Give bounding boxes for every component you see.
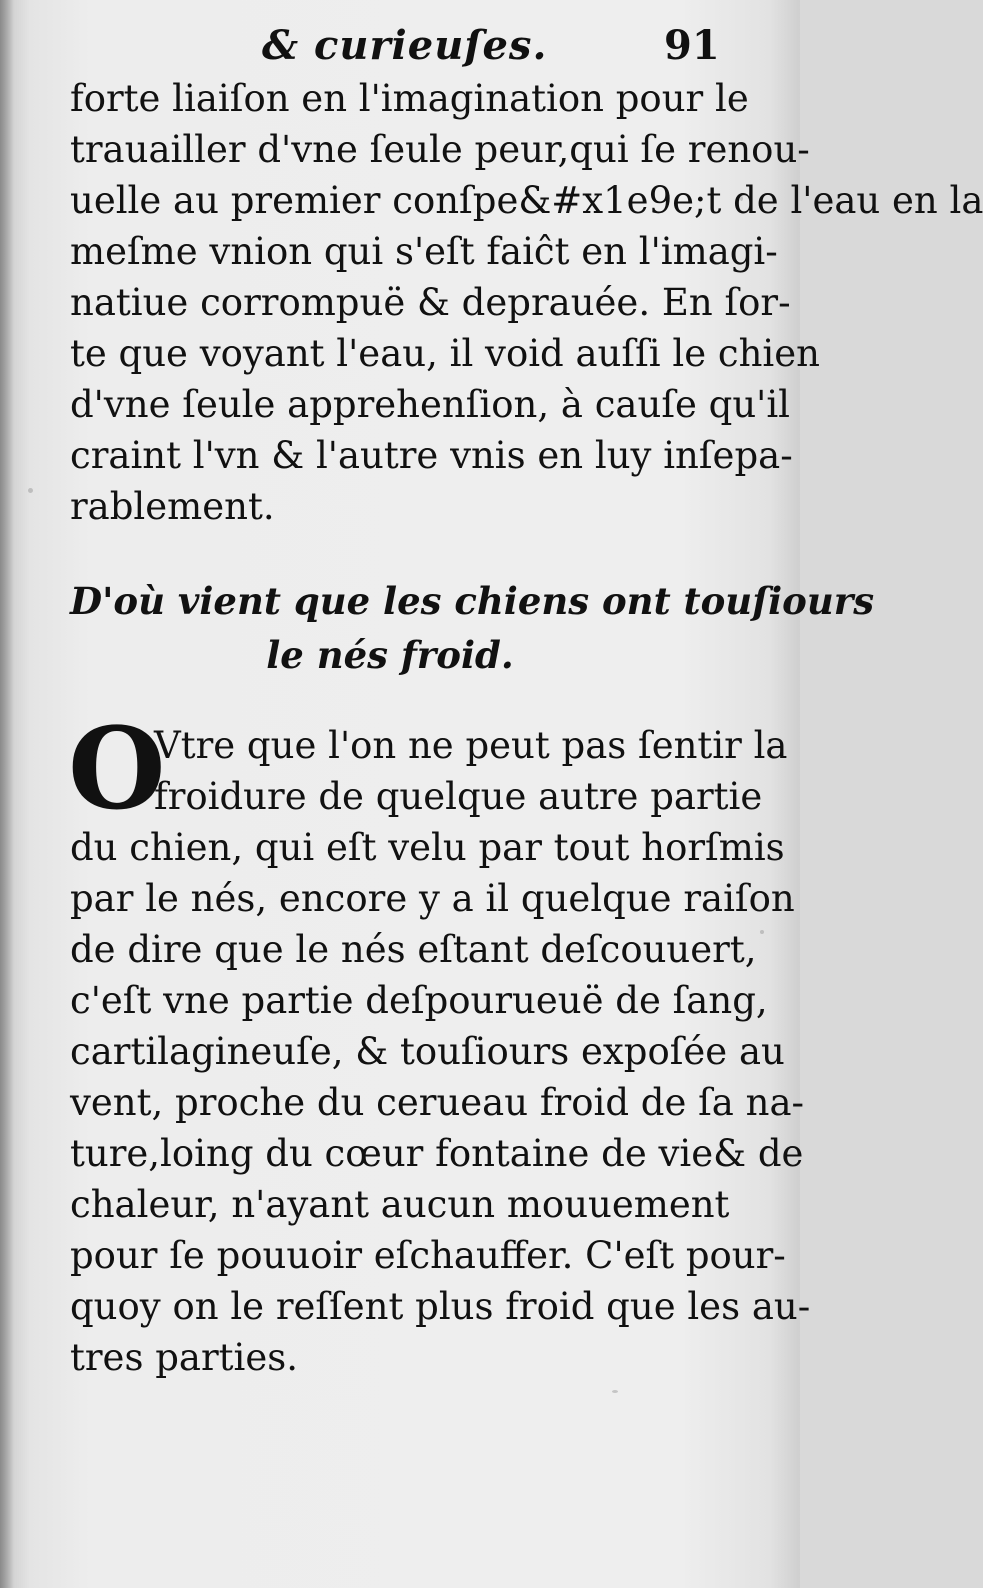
- text-line: trauailler d'vne ſeule peur,qui ſe renou-: [70, 128, 810, 171]
- text-line: du chien, qui eſt velu par tout horſmis: [70, 826, 785, 869]
- text-line: craint l'vn & l'autre vnis en luy inſepa-: [70, 434, 793, 477]
- text-line: Vtre que l'on ne peut pas ſentir la: [154, 724, 788, 767]
- text-line: d'vne ſeule apprehenſion, à cauſe qu'il: [70, 383, 791, 426]
- text-line: quoy on le reſſent plus froid que les au-: [70, 1285, 811, 1328]
- text-line: de dire que le nés eſtant deſcouuert,: [70, 928, 757, 971]
- heading-line: D'où vient que les chiens ont touſiours: [70, 579, 875, 623]
- paper-speck: [28, 488, 33, 493]
- running-head: & curieuſes.: [262, 22, 548, 69]
- page-number: 91: [664, 22, 720, 69]
- continued-paragraph: [70, 73, 983, 532]
- text-line: te que voyant l'eau, il void auſſi le chien: [70, 332, 820, 375]
- text-line: uelle au premier conſpe&#x1e9e;t de l'eau en la: [70, 179, 983, 222]
- text-line: cartilagineuſe, & touſiours expoſée au: [70, 1030, 785, 1073]
- paper-speck: [612, 1390, 618, 1393]
- text-line: tres parties.: [70, 1336, 298, 1379]
- paper-speck: [740, 196, 743, 201]
- text-line: meſme vnion qui s'eſt faiĉt en l'imagi-: [70, 230, 778, 273]
- drop-cap: O: [68, 704, 166, 835]
- gutter-shadow: [0, 0, 14, 1588]
- text-line: natiue corrompuë & deprauée. En ſor-: [70, 281, 791, 324]
- section-paragraph: [68, 704, 811, 1383]
- heading-line: le nés froid.: [266, 633, 514, 677]
- text-line: rablement.: [70, 485, 275, 528]
- text-line: par le nés, encore y a il quelque raiſon: [70, 877, 795, 920]
- text-line: ture,loing du cœur fontaine de vie& de: [70, 1132, 804, 1175]
- text-line: vent, proche du cerueau froid de ſa na-: [70, 1081, 805, 1124]
- paper-speck: [760, 930, 764, 934]
- page-header: [0, 18, 800, 78]
- text-line: chaleur, n'ayant aucun mouuement: [70, 1183, 730, 1226]
- text-line: pour ſe pouuoir eſchauffer. C'eſt pour-: [70, 1234, 786, 1277]
- text-line: forte liaiſon en l'imagination pour le: [70, 77, 749, 120]
- section-heading: [70, 574, 875, 682]
- text-line: froidure de quelque autre partie: [154, 775, 763, 818]
- text-line: c'eſt vne partie deſpourueuë de ſang,: [70, 979, 768, 1022]
